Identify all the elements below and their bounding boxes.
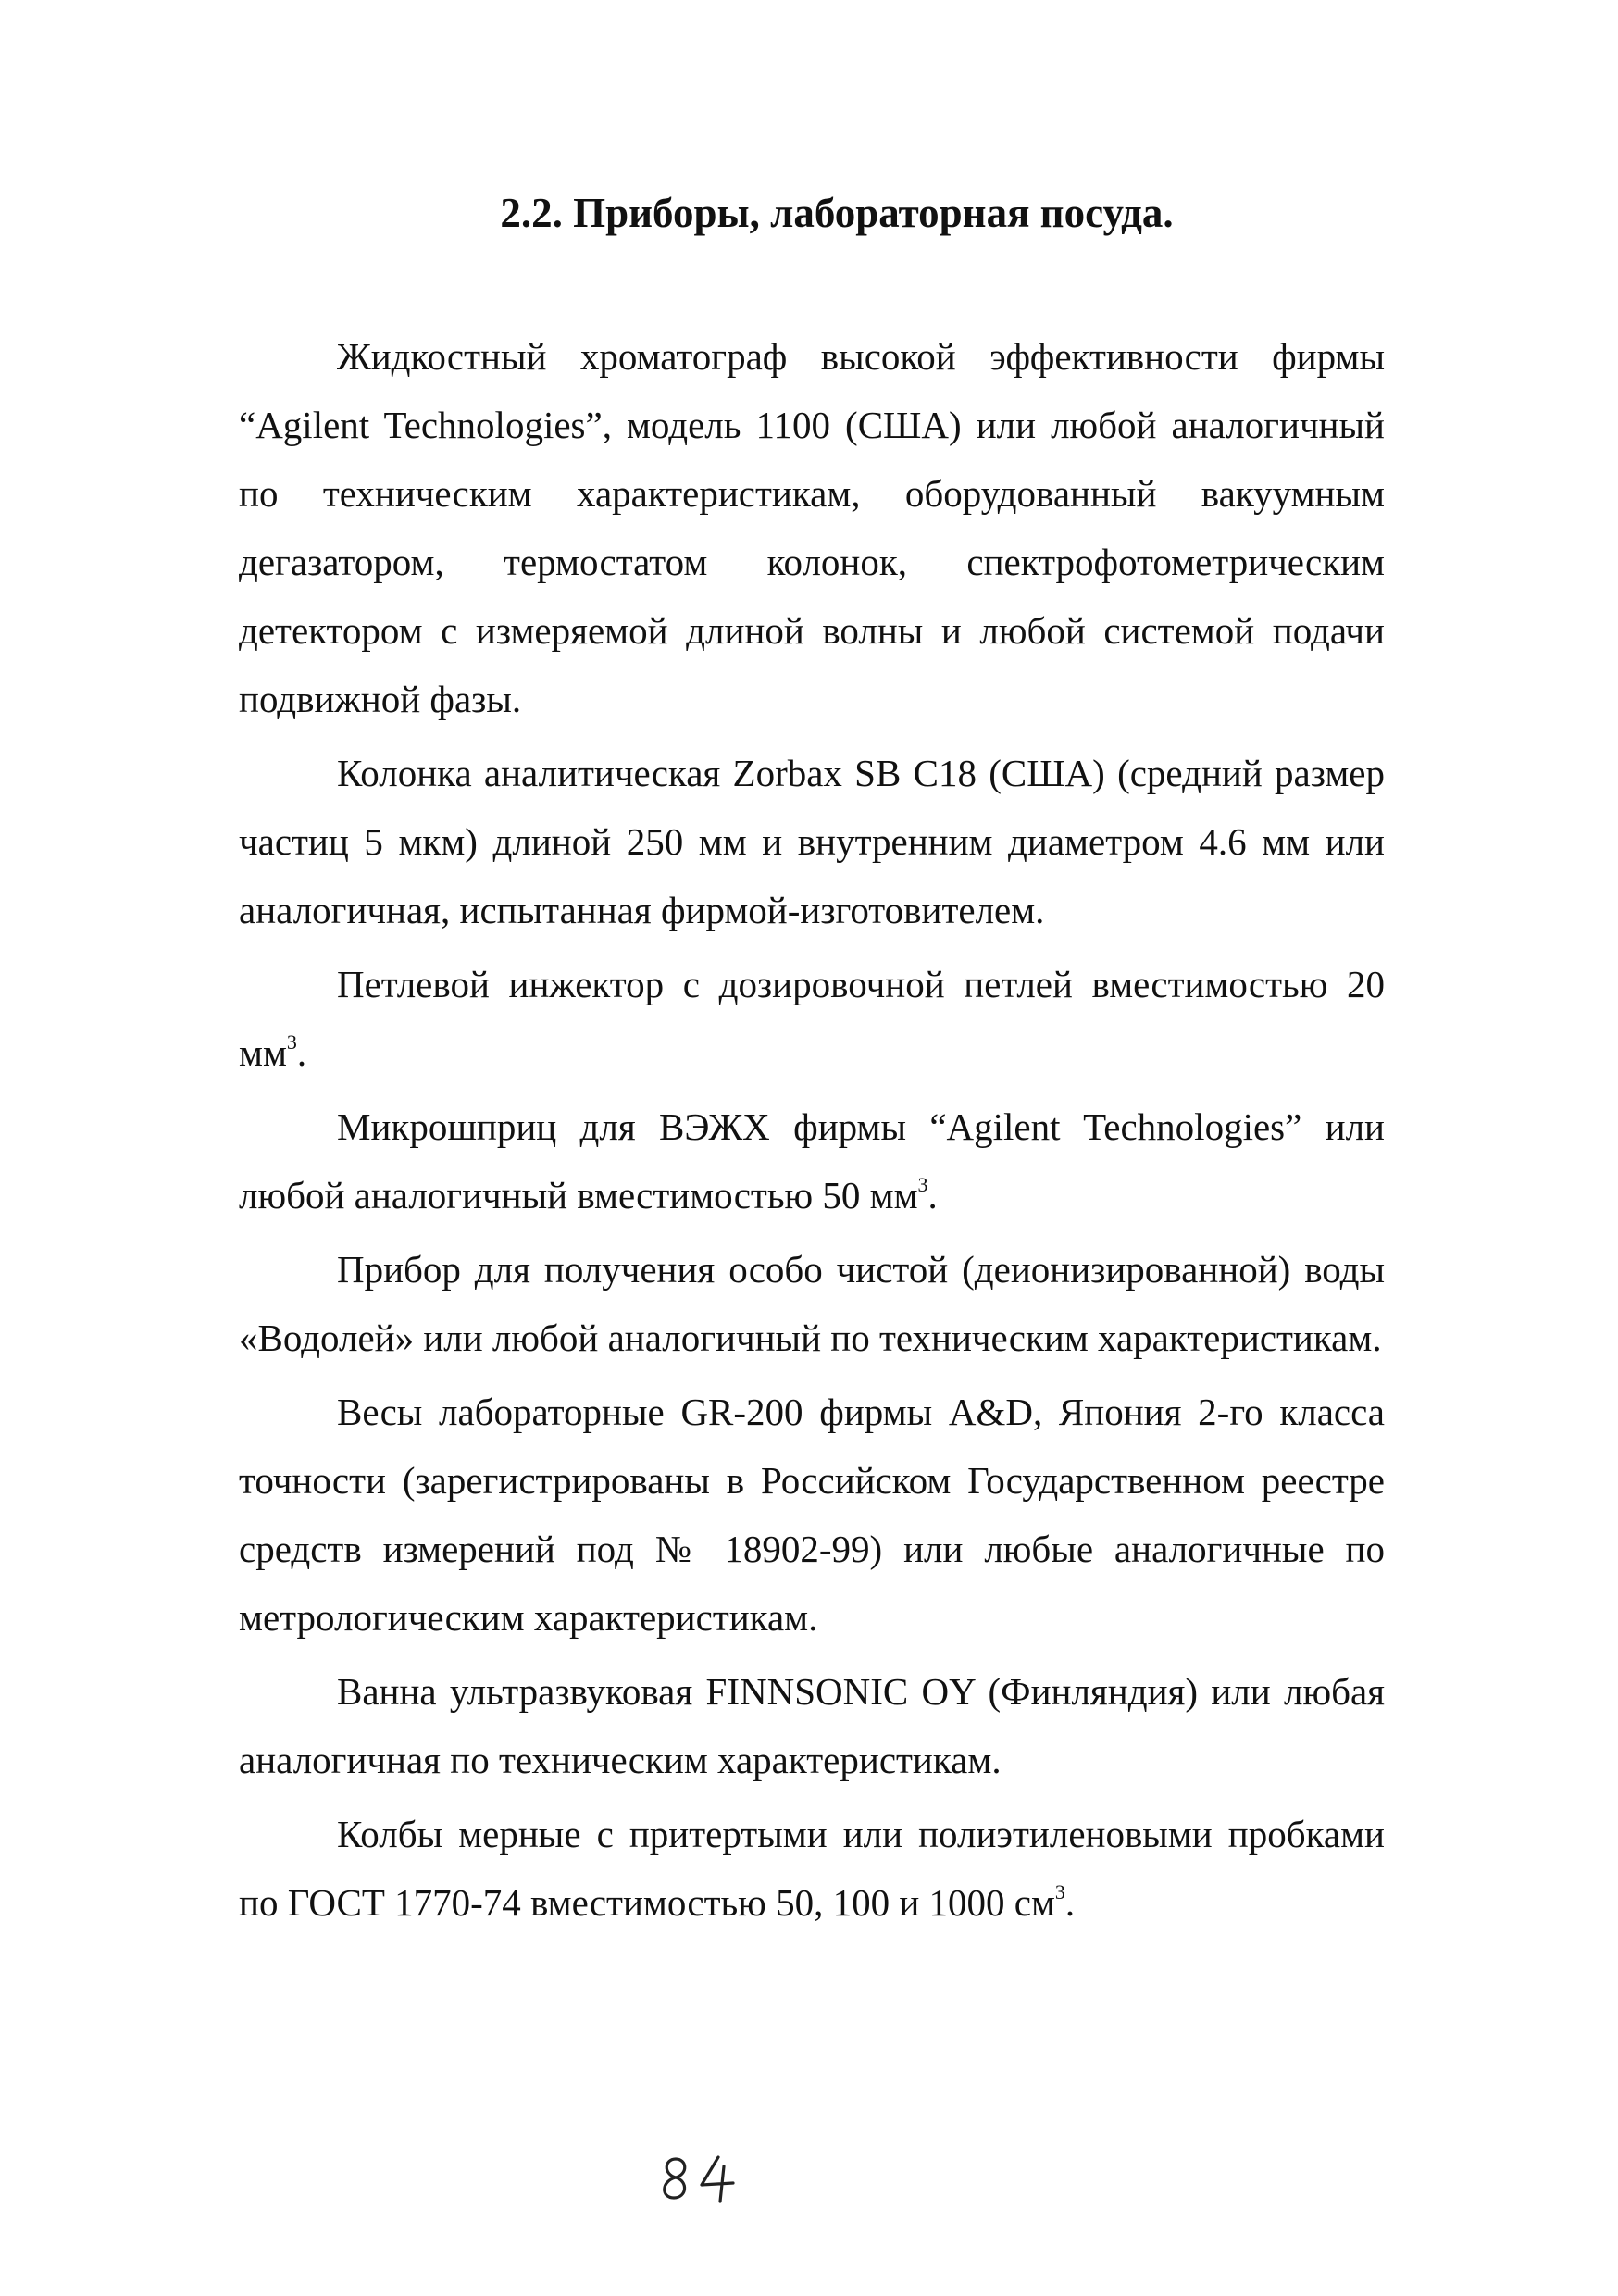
body-text [239, 322, 1385, 1937]
paragraph-water-purifier [239, 1235, 1385, 1372]
paragraph-ultrasonic-bath [239, 1657, 1385, 1794]
paragraph-text: Микрошприц для ВЭЖХ фирмы “Agilent Technologies” или любой аналогичный вместимостью 50 мм [239, 1105, 1385, 1217]
paragraph-tail: . [927, 1174, 938, 1217]
paragraph-text: Петлевой инжектор с дозировочной петлей вместимостью 20 мм [239, 963, 1385, 1074]
paragraph-text: Жидкостный хроматограф высокой эффективности фирмы “Agilent Technologies”, модель 1100 (США) или любой аналогичный по техническим характеристикам, оборудованный вакуумным дегазатором, термостатом колонок, спектрофотометрическим детектором с измеряемой длиной волны и любой системой подачи подвижной фазы. [239, 335, 1385, 720]
paragraph-text: Колонка аналитическая Zorbax SB C18 (США) (средний размер частиц 5 мкм) длиной 250 мм и внутренним диаметром 4.6 мм или аналогичная, испытанная фирмой-изготовителем. [239, 752, 1385, 931]
superscript: 3 [1054, 1880, 1065, 1903]
paragraph-scales [239, 1378, 1385, 1652]
paragraph-text: Колбы мерные с притертыми или полиэтиленовыми пробками по ГОСТ 1770-74 вместимостью 50, 100 и 1000 см [239, 1813, 1385, 1924]
superscript: 3 [286, 1030, 297, 1054]
superscript: 3 [917, 1173, 928, 1196]
page-number-text: 84 [648, 2146, 649, 2147]
paragraph-column [239, 739, 1385, 944]
paragraph-flasks [239, 1800, 1385, 1937]
paragraph-text: Прибор для получения особо чистой (деионизированной) воды «Водолей» или любой аналогичный по техническим характеристикам. [239, 1248, 1385, 1359]
paragraph-microsyringe [239, 1092, 1385, 1229]
paragraph-text: Весы лабораторные GR-200 фирмы A&D, Япония 2-го класса точности (зарегистрированы в Российском Государственном реестре средств измерений под № 18902-99) или любые аналогичные по метрологическим характеристикам. [239, 1391, 1385, 1639]
paragraph-chromatograph [239, 322, 1385, 733]
paragraph-tail: . [296, 1031, 307, 1074]
paragraph-text: Ванна ультразвуковая FINNSONIC OY (Финляндия) или любая аналогичная по техническим характеристикам. [239, 1670, 1385, 1781]
paragraph-tail: . [1064, 1881, 1076, 1924]
paragraph-injector [239, 950, 1385, 1087]
page-number [648, 2146, 759, 2211]
section-heading: 2.2. Приборы, лабораторная посуда. [500, 190, 1174, 236]
handwritten-page-number [648, 2146, 759, 2211]
